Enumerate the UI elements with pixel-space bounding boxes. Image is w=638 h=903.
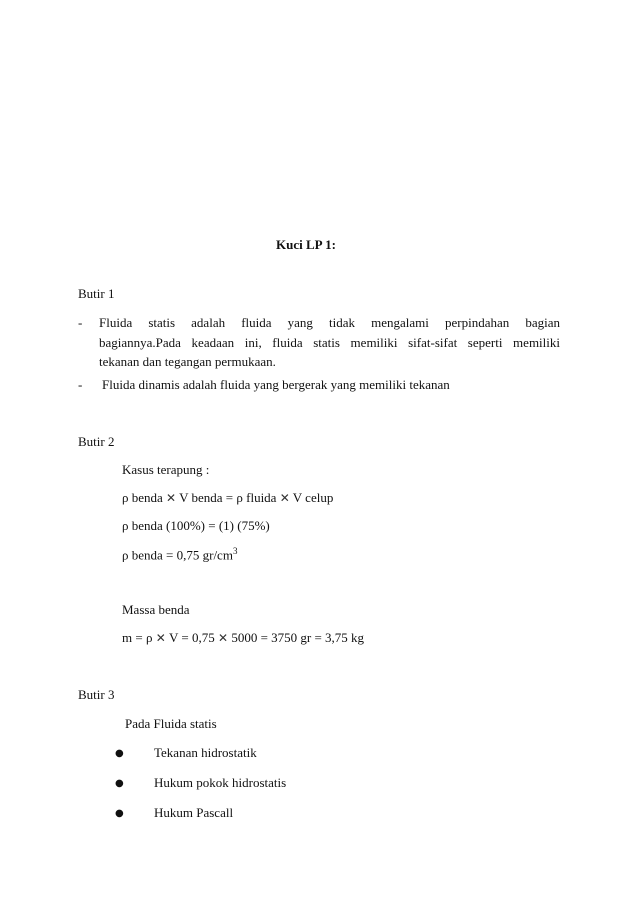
list-item: Tekanan hidrostatik (154, 745, 257, 760)
dash-marker: - (78, 377, 83, 392)
list-item: Hukum Pascall (154, 805, 234, 820)
equation-part: ρ benda (122, 490, 163, 505)
butir-2-heading: Butir 2 (78, 434, 115, 449)
bullet-icon: ● (115, 778, 124, 789)
case-label: Kasus terapung : (122, 462, 210, 477)
equation-percent: ρ benda (100%) = (1) (75%) (122, 518, 270, 533)
mass-label: Massa benda (122, 602, 190, 617)
butir-1-item-2: Fluida dinamis adalah fluida yang bergerak yang memiliki tekanan (102, 377, 450, 392)
equation-floating-balance (122, 490, 333, 506)
equation-part: V celup (292, 490, 334, 505)
times-icon: ✕ (166, 491, 177, 505)
butir-1-heading: Butir 1 (78, 286, 115, 301)
equation-part: V benda = ρ fluida (179, 490, 277, 505)
equation-part: V = 0,75 (169, 630, 215, 645)
butir-1-item-1-line-3: tekanan dan tegangan permukaan. (99, 354, 276, 369)
equation-mass (122, 630, 364, 646)
butir-3-subheading: Pada Fluida statis (125, 716, 217, 731)
bullet-icon: ● (115, 808, 124, 819)
times-icon: ✕ (155, 631, 166, 645)
equation-part: ρ benda = 0,75 gr/cm (122, 547, 233, 563)
equation-part: m = ρ (122, 630, 153, 645)
times-icon: ✕ (218, 631, 229, 645)
page-title: Kuci LP 1: (276, 237, 336, 252)
dash-marker: - (78, 315, 83, 330)
list-item: Hukum pokok hidrostatis (154, 775, 287, 790)
bullet-icon: ● (115, 748, 124, 759)
superscript: 3 (232, 546, 238, 556)
butir-1-item-1-line-1: Fluida statis adalah fluida yang tidak mengalami perpindahan bagian (99, 315, 560, 330)
times-icon: ✕ (279, 491, 290, 505)
butir-1-item-1-line-2: bagiannya.Pada keadaan ini, fluida statis memiliki sifat-sifat seperti memiliki (99, 335, 560, 350)
equation-part: 5000 = 3750 gr = 3,75 kg (231, 630, 365, 645)
butir-3-heading: Butir 3 (78, 687, 115, 702)
equation-density (122, 546, 237, 563)
